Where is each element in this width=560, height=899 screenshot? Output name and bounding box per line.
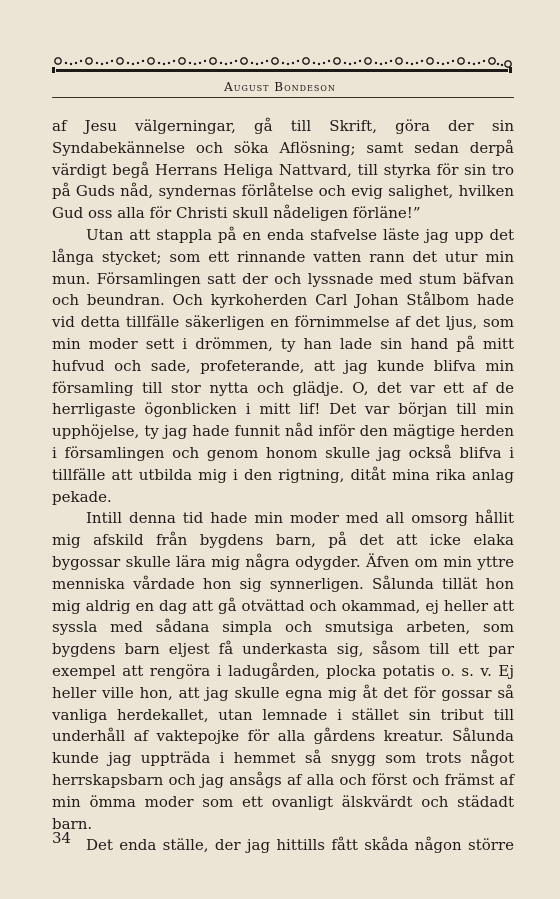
paragraph: Utan att stappla på en enda stafvelse läste jag upp det långa stycket; som ett rinnande vatten rann det utur min mun. Församlingen satt der och lyssnade med stum bäfvan och beundran. Och kyrkoherden Carl Johan Stålbom hade vid detta tillfälle säkerligen en förnimmelse af det ljus, som min moder sett i drömmen, ty han lade sin hand på mitt hufvud och sade, profeterande, att jag kunde blifva min församling till stor nytta och glädje. O, det var ett af de herrligaste ögonblicken i mitt lif! Det var början till min upphöjelse, ty jag hade funnit nåd inför den mägtige herden i församlingen och genom honom skulle jag också blifva i tillfälle att utbilda mig i den rigtning, ditåt mina rika anlag pekade. [52, 225, 514, 506]
page-number: 34 [52, 829, 72, 847]
paragraph-continued: af Jesu välgerningar, gå till Skrift, göra der sin Syndabekännelse och söka Aflösning; samt sedan derpå värdigt begå Herrans Heliga Nattvard, till styrka för sin tro på Guds nåd, syndernas förlåtelse och evig salighet, hvilken Gud oss alla för Christi skull nådeligen förläne!” [52, 117, 514, 223]
paragraph: Intill denna tid hade min moder med all omsorg hållit mig afskild från bygdens barn, på det att icke elaka bygossar skulle lära mig några odygder. Äfven om min yttre menniska vårdade hon sig synnerligen. Sålunda tillät hon mig aldrig en dag att gå otvättad och okammad, ej heller att syssla med sådana simpla och smutsiga arbeten, som bygdens barn eljest få underkasta sig, såsom till ett par exempel att rengöra i ladugården, plocka potatis o. s. v. Ej heller ville hon, att jag skulle egna mig åt det för gossar så vanliga herdekallet, utan lemnade i stället sin tribut till underhåll af vaktepojke för alla gårdens kreatur. Sålunda kunde jag uppträda i hemmet så snygg som trots något herrskapsbarn och jag ansågs af alla och först och främst af min ömma moder som ett ovanligt älskvärdt och städadt barn. [52, 509, 514, 833]
paragraph-runs-over: Det enda ställe, der jag hittills fått skåda någon större [86, 836, 514, 855]
page-body [52, 116, 514, 857]
decorative-header-ornament [52, 52, 514, 78]
running-head: August Bondeson [224, 80, 336, 94]
header-rule [52, 97, 514, 98]
